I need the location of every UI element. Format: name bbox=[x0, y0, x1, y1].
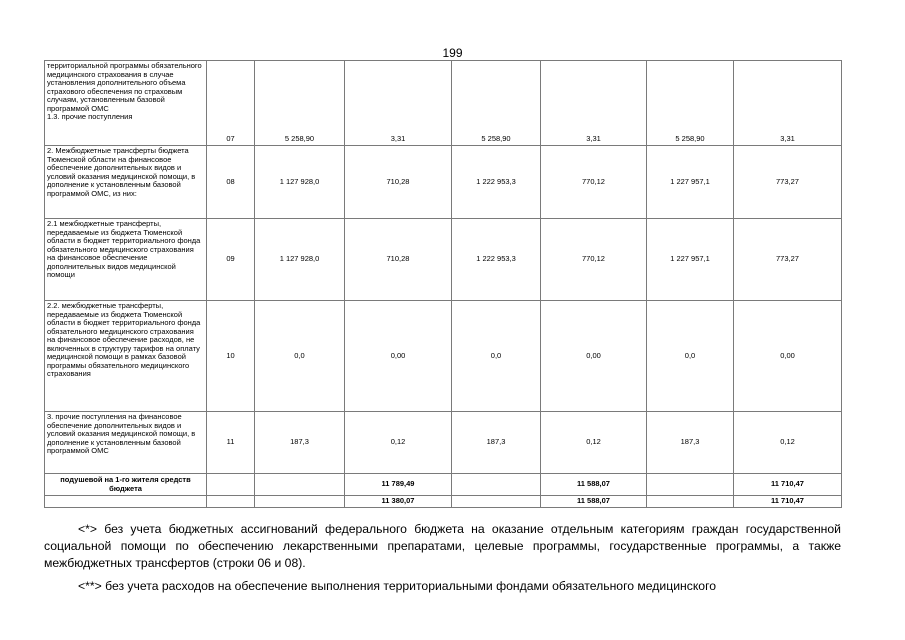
empty-cell bbox=[207, 474, 255, 496]
value-cell: 1 227 957,1 bbox=[647, 146, 734, 219]
table-row bbox=[45, 219, 842, 301]
value-cell: 11 789,49 bbox=[345, 474, 452, 496]
value-cell: 11 710,47 bbox=[734, 474, 842, 496]
per-capita-label: подушевой на 1-го жителя средств бюджета bbox=[45, 474, 207, 496]
table-row bbox=[45, 146, 842, 219]
value-cell: 187,3 bbox=[255, 412, 345, 474]
value-cell: 3,31 bbox=[345, 61, 452, 146]
value-cell: 0,00 bbox=[345, 301, 452, 412]
empty-cell bbox=[255, 474, 345, 496]
value-cell: 3,31 bbox=[541, 61, 647, 146]
value-cell: 5 258,90 bbox=[452, 61, 541, 146]
row-code: 10 bbox=[207, 301, 255, 412]
table-row bbox=[45, 412, 842, 474]
value-cell: 0,00 bbox=[734, 301, 842, 412]
value-cell: 187,3 bbox=[452, 412, 541, 474]
row-code: 07 bbox=[207, 61, 255, 146]
empty-cell bbox=[45, 496, 207, 508]
row-code: 08 bbox=[207, 146, 255, 219]
row-label: территориальной программы обязательного медицинского страхования в случае установления дополнительного объема страхового обеспечения по страховым случаям, установленным базовой программой ОМС 1.3. прочие поступления bbox=[45, 61, 207, 146]
value-cell: 770,12 bbox=[541, 146, 647, 219]
table-row bbox=[45, 301, 842, 412]
value-cell: 11 380,07 bbox=[345, 496, 452, 508]
value-cell: 5 258,90 bbox=[255, 61, 345, 146]
value-cell: 773,27 bbox=[734, 219, 842, 301]
value-cell: 187,3 bbox=[647, 412, 734, 474]
empty-cell bbox=[452, 474, 541, 496]
row-label: 2.2. межбюджетные трансферты, передаваемые из бюджета Тюменской области в бюджет территориального фонда обязательного медицинского страхования на финансовое обеспечение расходов, не включенных в структуру тарифов на оплату медицинской помощи в рамках базовой программы обязательного медицинского страхования bbox=[45, 301, 207, 412]
row-label: 2.1 межбюджетные трансферты, передаваемые из бюджета Тюменской области в бюджет территориального фонда обязательного медицинского страхования на финансовое обеспечение дополнительных видов медицинской помощи bbox=[45, 219, 207, 301]
empty-cell bbox=[647, 474, 734, 496]
row-label: 2. Межбюджетные трансферты бюджета Тюменской области на финансовое обеспечение дополнительных видов и условий оказания медицинской помощи, в дополнение к установленным базовой программой ОМС, из них: bbox=[45, 146, 207, 219]
row-code: 11 bbox=[207, 412, 255, 474]
value-cell: 1 222 953,3 bbox=[452, 146, 541, 219]
value-cell: 0,0 bbox=[255, 301, 345, 412]
budget-table bbox=[44, 60, 842, 508]
per-capita-row bbox=[45, 474, 842, 496]
empty-cell bbox=[255, 496, 345, 508]
row-code: 09 bbox=[207, 219, 255, 301]
value-cell: 1 222 953,3 bbox=[452, 219, 541, 301]
value-cell: 11 588,07 bbox=[541, 496, 647, 508]
value-cell: 710,28 bbox=[345, 219, 452, 301]
table-row bbox=[45, 61, 842, 146]
row-label: 3. прочие поступления на финансовое обеспечение дополнительных видов и условий оказания медицинской помощи, в дополнение к установленным базовой программой ОМС bbox=[45, 412, 207, 474]
value-cell: 0,00 bbox=[541, 301, 647, 412]
value-cell: 1 127 928,0 bbox=[255, 219, 345, 301]
value-cell: 3,31 bbox=[734, 61, 842, 146]
value-cell: 0,12 bbox=[541, 412, 647, 474]
footnote-1: <*> без учета бюджетных ассигнований федерального бюджета на оказание отдельным категориям граждан государственной социальной помощи по обеспечению лекарственными препаратами, целевые программы, государственные программы, а также межбюджетных трансфертов (строки 06 и 08). bbox=[44, 522, 841, 570]
value-cell: 11 588,07 bbox=[541, 474, 647, 496]
footnote-2: <**> без учета расходов на обеспечение выполнения территориальными фондами обязательного медицинского bbox=[78, 579, 717, 593]
page-number: 199 bbox=[442, 46, 463, 60]
value-cell: 0,12 bbox=[345, 412, 452, 474]
value-cell: 11 710,47 bbox=[734, 496, 842, 508]
value-cell: 0,12 bbox=[734, 412, 842, 474]
value-cell: 1 227 957,1 bbox=[647, 219, 734, 301]
value-cell: 710,28 bbox=[345, 146, 452, 219]
value-cell: 773,27 bbox=[734, 146, 842, 219]
empty-cell bbox=[207, 496, 255, 508]
empty-cell bbox=[647, 496, 734, 508]
value-cell: 1 127 928,0 bbox=[255, 146, 345, 219]
value-cell: 0,0 bbox=[647, 301, 734, 412]
empty-cell bbox=[452, 496, 541, 508]
value-cell: 0,0 bbox=[452, 301, 541, 412]
value-cell: 770,12 bbox=[541, 219, 647, 301]
extra-values-row bbox=[45, 496, 842, 508]
value-cell: 5 258,90 bbox=[647, 61, 734, 146]
